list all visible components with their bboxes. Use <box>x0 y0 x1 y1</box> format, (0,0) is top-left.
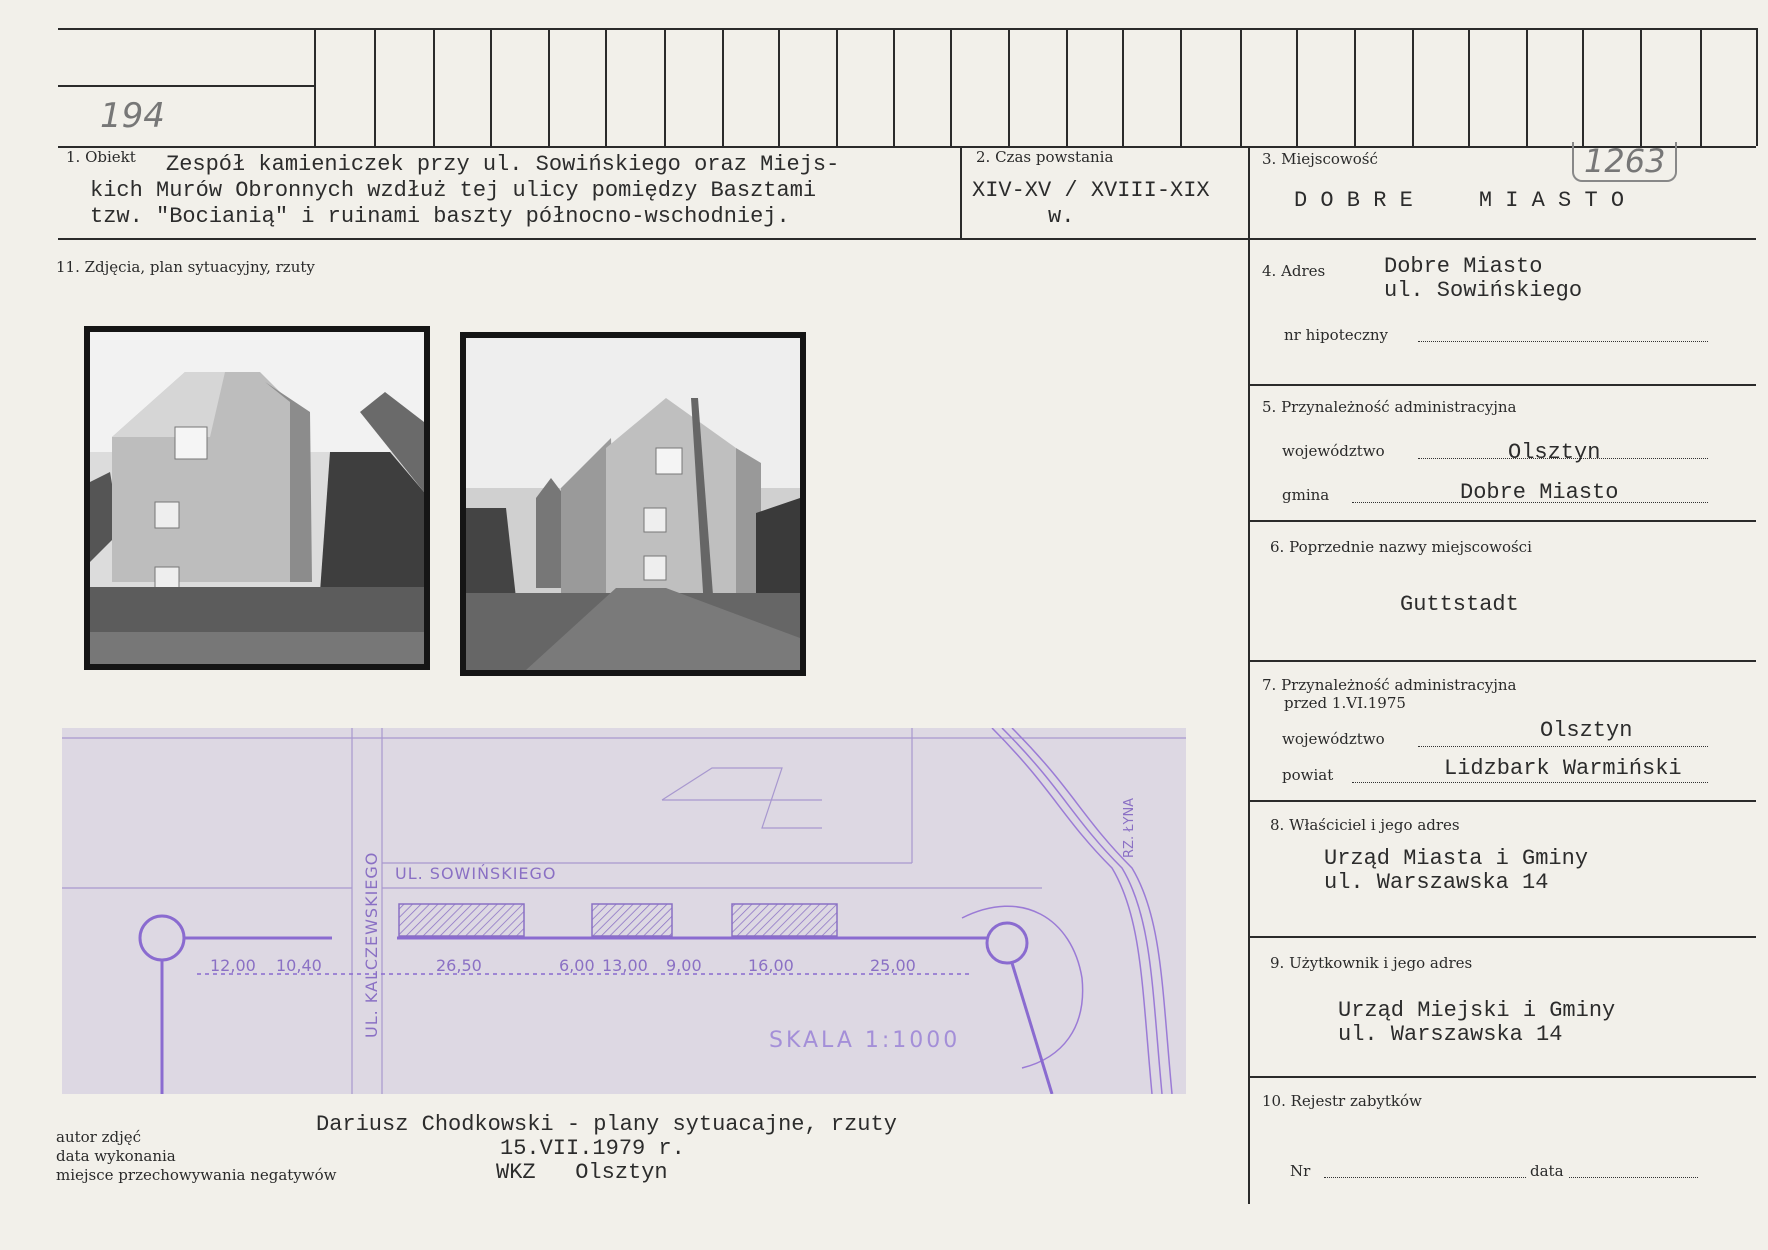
f5-gmina-label: gmina <box>1282 486 1330 504</box>
f2-label: 2. Czas powstania <box>976 148 1114 166</box>
divider <box>1248 146 1250 1204</box>
grid-column-line <box>1412 28 1414 146</box>
f9-line2: ul. Warszawska 14 <box>1338 1022 1563 1047</box>
f4-hip-label: nr hipoteczny <box>1284 326 1389 344</box>
grid-column-line <box>1468 28 1470 146</box>
f8-line1: Urząd Miasta i Gminy <box>1324 846 1589 871</box>
divider <box>1250 384 1756 386</box>
f6-label: 6. Poprzednie nazwy miejscowości <box>1270 538 1532 556</box>
grid-column-line <box>664 28 666 146</box>
archive-number-left: 194 <box>100 96 165 136</box>
f1-line3: tzw. "Bocianią" i ruinami baszty północno-wschodniej. <box>90 204 790 229</box>
f2-value-suffix: w. <box>1048 204 1075 229</box>
plan-dim: 16,00 <box>748 956 794 975</box>
grid-column-line <box>950 28 952 146</box>
grid-column-line <box>490 28 492 146</box>
f9-line1: Urząd Miejski i Gminy <box>1338 998 1616 1023</box>
footer-label-storage: miejsce przechowywania negatywów <box>56 1166 337 1184</box>
f8-line2: ul. Warszawska 14 <box>1324 870 1549 895</box>
photo-street-view <box>460 332 806 676</box>
divider <box>58 238 1756 240</box>
plan-dim: 13,00 <box>602 956 648 975</box>
plan-dim: 12,00 <box>210 956 256 975</box>
grid-column-line <box>605 28 607 146</box>
grid-column-line <box>1526 28 1528 146</box>
f11-label: 11. Zdjęcia, plan sytuacyjny, rzuty <box>56 258 315 276</box>
grid-column-line <box>1582 28 1584 146</box>
f7-label-sub: przed 1.VI.1975 <box>1284 694 1406 712</box>
plan-street-top: UL. SOWIŃSKIEGO <box>395 864 557 883</box>
divider <box>1250 1076 1756 1078</box>
situational-plan <box>62 728 1186 1094</box>
grid-column-line <box>374 28 376 146</box>
f1-line1: Zespół kamieniczek przy ul. Sowińskiego oraz Miejs- <box>166 152 840 177</box>
f5-gmina-value: Dobre Miasto <box>1460 480 1619 505</box>
footer-label-author: autor zdjęć <box>56 1128 142 1146</box>
f7-powiat-label: powiat <box>1282 766 1334 784</box>
grid-column-line <box>1700 28 1702 146</box>
f6-value: Guttstadt <box>1400 592 1519 617</box>
plan-dim: 9,00 <box>666 956 702 975</box>
f3-label: 3. Miejscowość <box>1262 150 1378 168</box>
f5-label: 5. Przynależność administracyjna <box>1262 398 1517 416</box>
footer-author-value: Dariusz Chodkowski - plany sytuacajne, rzuty <box>316 1112 897 1137</box>
footer-date-value: 15.VII.1979 r. <box>500 1136 685 1161</box>
f7-label: 7. Przynależność administracyjna <box>1262 676 1517 694</box>
grid-column-line <box>1296 28 1298 146</box>
f10-nr-label: Nr <box>1290 1162 1311 1180</box>
f1-line2: kich Murów Obronnych wzdłuż tej ulicy pomiędzy Basztami <box>90 178 817 203</box>
f4-hip-field <box>1418 340 1708 342</box>
f7-woj-value: Olsztyn <box>1540 718 1633 743</box>
plan-scale: SKALA 1:1000 <box>769 1028 961 1053</box>
f10-data-label: data <box>1526 1162 1568 1180</box>
grid-column-line <box>1756 28 1758 146</box>
f4-line1: Dobre Miasto <box>1384 254 1543 279</box>
f10-nr-field <box>1324 1176 1698 1178</box>
f5-woj-label: województwo <box>1282 442 1385 460</box>
grid-column-line <box>893 28 895 146</box>
plan-dim: 26,50 <box>436 956 482 975</box>
f7-powiat-value: Lidzbark Warmiński <box>1444 756 1682 781</box>
grid-line <box>58 85 314 87</box>
grid-column-line <box>548 28 550 146</box>
grid-column-line <box>1640 28 1642 146</box>
f10-label: 10. Rejestr zabytków <box>1262 1092 1422 1110</box>
grid-column-line <box>1240 28 1242 146</box>
divider <box>1250 800 1756 802</box>
f1-label: 1. Obiekt <box>66 148 136 166</box>
f3-value: D O B R E M I A S T O <box>1294 188 1625 213</box>
photo-building-front <box>84 326 430 670</box>
plan-dim: 25,00 <box>870 956 916 975</box>
divider <box>1250 936 1756 938</box>
divider <box>1250 520 1756 522</box>
f9-label: 9. Użytkownik i jego adres <box>1270 954 1473 972</box>
archive-number-right: 1263 <box>1572 142 1677 182</box>
plan-drawing <box>62 728 1186 1094</box>
f7-woj-line <box>1418 745 1708 747</box>
grid-column-line <box>722 28 724 146</box>
f8-label: 8. Właściciel i jego adres <box>1270 816 1460 834</box>
grid-column-line <box>314 28 316 146</box>
divider <box>1250 660 1756 662</box>
grid-column-line <box>1354 28 1356 146</box>
grid-column-line <box>1066 28 1068 146</box>
grid-column-line <box>1122 28 1124 146</box>
grid-column-line <box>1180 28 1182 146</box>
footer-label-date: data wykonania <box>56 1147 176 1165</box>
grid-column-line <box>778 28 780 146</box>
plan-dim: 10,40 <box>276 956 322 975</box>
top-border <box>58 28 1756 30</box>
f2-value: XIV-XV / XVIII-XIX <box>972 178 1210 203</box>
grid-column-line <box>836 28 838 146</box>
f7-woj-label: województwo <box>1282 730 1385 748</box>
footer-storage-value: WKZ Olsztyn <box>496 1160 668 1185</box>
plan-dim: 6,00 <box>559 956 595 975</box>
plan-river: RZ. ŁYNA <box>1122 797 1137 858</box>
f5-woj-value: Olsztyn <box>1508 440 1601 465</box>
grid-column-line <box>1008 28 1010 146</box>
plan-street-side: UL. KALCZEWSKIEGO <box>362 851 381 1038</box>
divider <box>960 146 962 238</box>
f4-label: 4. Adres <box>1262 262 1326 280</box>
grid-line <box>58 146 1756 148</box>
grid-column-line <box>433 28 435 146</box>
f4-line2: ul. Sowińskiego <box>1384 278 1583 303</box>
